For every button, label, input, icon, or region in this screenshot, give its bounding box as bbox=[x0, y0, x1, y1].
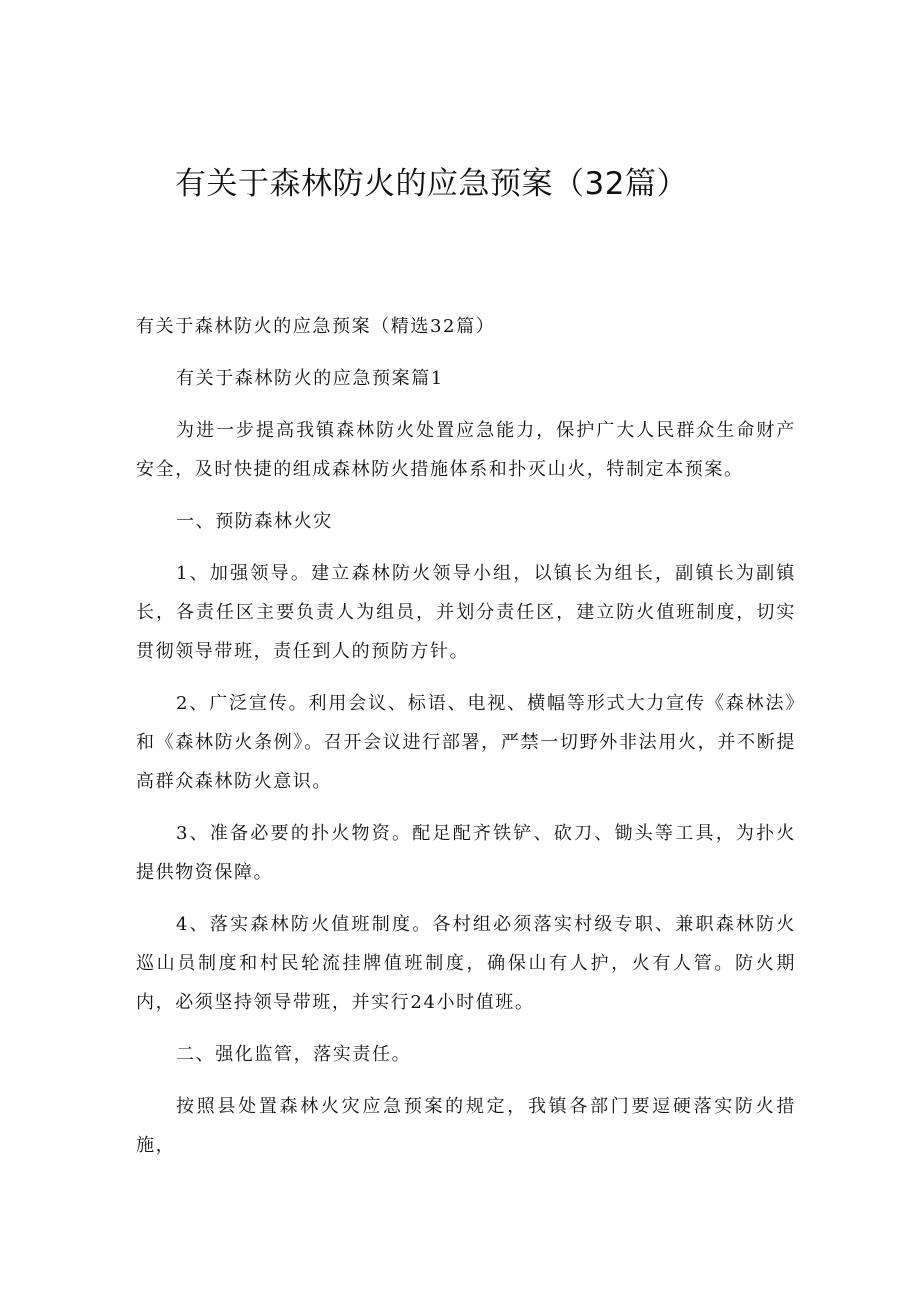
document-body bbox=[136, 307, 796, 1178]
document-title: 有关于森林防火的应急预案（32篇） bbox=[175, 166, 688, 202]
paragraph-publicity: 2、广泛宣传。利用会议、标语、电视、横幅等形式大力宣传《森林法》和《森林防火条例》。召开会议进行部署，严禁一切野外非法用火，并不断提高群众森林防火意识。 bbox=[136, 693, 796, 792]
paragraph-regulations: 按照县处置森林火灾应急预案的规定，我镇各部门要逗硬落实防火措施， bbox=[136, 1096, 796, 1156]
heading-prevention: 一、预防森林火灾 bbox=[176, 511, 333, 532]
heading-supervision: 二、强化监管，落实责任。 bbox=[176, 1044, 412, 1065]
section-heading: 有关于森林防火的应急预案篇1 bbox=[176, 368, 444, 389]
document-subtitle: 有关于森林防火的应急预案（精选32篇） bbox=[136, 316, 496, 337]
paragraph-supplies: 3、准备必要的扑火物资。配足配齐铁铲、砍刀、锄头等工具，为扑火提供物资保障。 bbox=[136, 823, 796, 883]
paragraph-intro: 为进一步提高我镇森林防火处置应急能力，保护广大人民群众生命财产安全，及时快捷的组成森林防火措施体系和扑灭山火，特制定本预案。 bbox=[136, 420, 796, 480]
paragraph-leadership: 1、加强领导。建立森林防火领导小组，以镇长为组长，副镇长为副镇长，各责任区主要负责人为组员，并划分责任区，建立防火值班制度，切实贯彻领导带班，责任到人的预防方针。 bbox=[136, 563, 796, 662]
paragraph-duty-system: 4、落实森林防火值班制度。各村组必须落实村级专职、兼职森林防火巡山员制度和村民轮流挂牌值班制度，确保山有人护，火有人管。防火期内，必须坚持领导带班，并实行24小时值班。 bbox=[136, 914, 796, 1013]
